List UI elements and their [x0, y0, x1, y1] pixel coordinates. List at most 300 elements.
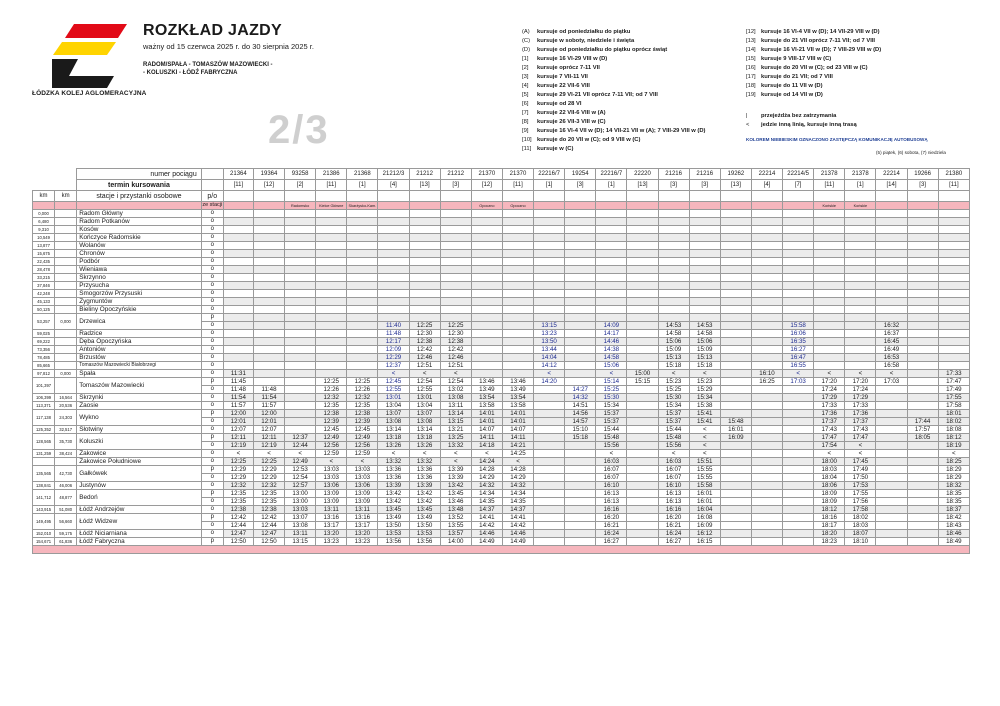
time-cell: 13:36	[409, 466, 440, 474]
time-cell	[627, 234, 658, 242]
time-cell: 13:42	[378, 490, 409, 498]
arr-dep-marker: o	[201, 370, 223, 378]
time-cell: <	[845, 370, 876, 378]
km2-value	[55, 306, 77, 314]
legend-key: [8]	[522, 119, 529, 125]
time-cell: 12:42	[253, 514, 284, 522]
time-cell: 13:07	[285, 514, 316, 522]
time-cell	[845, 306, 876, 314]
time-cell	[534, 386, 565, 394]
time-cell: <	[409, 370, 440, 378]
origin-station: Kielce Główne	[316, 202, 347, 210]
time-cell: 16:08	[689, 514, 720, 522]
days-code: [13]	[409, 180, 440, 191]
time-cell: <	[938, 450, 969, 458]
station-row	[33, 458, 970, 466]
time-cell	[876, 466, 907, 474]
time-cell	[938, 250, 969, 258]
legend-key: [4]	[522, 83, 529, 89]
time-cell: 12:25	[409, 322, 440, 330]
legend-text: kursuje 29 VI-21 VII oprócz 7-11 VII; od 7 VIII	[537, 92, 658, 98]
time-cell: 18:09	[814, 490, 845, 498]
time-cell	[565, 482, 596, 490]
train-number: 21378	[814, 169, 845, 180]
time-cell	[502, 306, 533, 314]
legend-key: [15]	[746, 56, 756, 62]
time-cell: 12:32	[347, 394, 378, 402]
time-cell: 13:03	[316, 474, 347, 482]
time-cell: 13:45	[440, 490, 471, 498]
time-cell: 12:11	[253, 434, 284, 442]
time-cell: 16:58	[876, 362, 907, 370]
origin-station	[720, 202, 751, 210]
time-cell: <	[689, 426, 720, 434]
km-value: 37,846	[33, 282, 55, 290]
time-cell: <	[440, 458, 471, 466]
km-value: 128,565	[33, 434, 55, 450]
time-cell	[783, 514, 814, 522]
km2-value	[55, 266, 77, 274]
time-cell: 14:32	[565, 394, 596, 402]
time-cell: 13:50	[409, 522, 440, 530]
km-value: 13,877	[33, 242, 55, 250]
station-name: Tomaszów Mazowiecki	[77, 378, 202, 394]
train-number: 22216/7	[596, 169, 627, 180]
time-cell	[783, 410, 814, 418]
time-cell: 14:11	[471, 434, 502, 442]
time-cell	[409, 314, 440, 322]
time-cell	[285, 370, 316, 378]
time-cell: 12:29	[253, 474, 284, 482]
time-cell	[751, 506, 782, 514]
time-cell: 13:48	[440, 506, 471, 514]
time-cell	[471, 226, 502, 234]
time-cell	[502, 282, 533, 290]
origin-station	[223, 202, 253, 210]
train-number: 21386	[316, 169, 347, 180]
time-cell	[720, 402, 751, 410]
time-cell	[347, 354, 378, 362]
time-cell	[471, 266, 502, 274]
km-value: 59,025	[33, 330, 55, 338]
legend-item	[522, 64, 705, 73]
time-cell	[658, 282, 689, 290]
time-cell	[534, 218, 565, 226]
time-cell	[627, 514, 658, 522]
time-cell: <	[378, 450, 409, 458]
time-cell	[627, 442, 658, 450]
time-cell	[565, 298, 596, 306]
time-cell: 13:11	[347, 506, 378, 514]
time-cell: 13:00	[285, 490, 316, 498]
time-cell: 11:48	[223, 386, 253, 394]
time-cell	[440, 218, 471, 226]
time-cell	[783, 442, 814, 450]
time-cell	[658, 274, 689, 282]
time-cell	[565, 346, 596, 354]
train-number-row	[33, 169, 970, 180]
time-cell	[751, 498, 782, 506]
time-cell	[876, 498, 907, 506]
days-code: [7]	[783, 180, 814, 191]
time-cell	[627, 490, 658, 498]
time-cell	[938, 218, 969, 226]
legend-key: [5]	[522, 92, 529, 98]
time-cell: 15:30	[658, 394, 689, 402]
time-cell: 14:01	[502, 418, 533, 426]
legend-item	[746, 46, 881, 55]
time-cell	[596, 282, 627, 290]
km2-value	[55, 250, 77, 258]
time-cell: 18:04	[814, 474, 845, 482]
station-name: Wykno	[77, 410, 202, 426]
time-cell: 12:17	[378, 338, 409, 346]
time-cell: 15:18	[658, 362, 689, 370]
days-code: [13]	[627, 180, 658, 191]
time-cell	[627, 530, 658, 538]
blank-cell	[223, 191, 253, 202]
time-cell: 15:37	[596, 410, 627, 418]
time-cell	[720, 258, 751, 266]
legend-text: kursuje od 14 VII w (D)	[761, 92, 823, 98]
time-cell: 12:45	[316, 426, 347, 434]
time-cell	[876, 250, 907, 258]
legend-text: kursuje do 11 VII w (D)	[761, 83, 823, 89]
time-cell: 12:35	[253, 490, 284, 498]
time-cell	[720, 338, 751, 346]
from-label: ze stacji	[202, 202, 223, 208]
time-cell	[565, 290, 596, 298]
time-cell: 14:51	[565, 402, 596, 410]
time-cell: 12:38	[253, 506, 284, 514]
time-cell: 14:41	[471, 514, 502, 522]
time-cell: 16:06	[783, 330, 814, 338]
time-cell	[565, 514, 596, 522]
legend-text: kursuje 7 VII-11 VII	[537, 74, 588, 80]
time-cell: 12:29	[253, 466, 284, 474]
km2-value: 42,730	[55, 466, 77, 482]
station-name: Radom Potkanów	[77, 218, 202, 226]
time-cell	[253, 218, 284, 226]
station-row	[33, 466, 970, 474]
time-cell	[285, 266, 316, 274]
time-cell	[253, 234, 284, 242]
time-cell: 17:50	[845, 474, 876, 482]
time-cell: 16:13	[658, 490, 689, 498]
km2-value: 16,564	[55, 394, 77, 402]
time-cell	[223, 314, 253, 322]
arr-dep-marker: o	[201, 258, 223, 266]
time-cell: 17:29	[814, 394, 845, 402]
time-cell: 11:40	[378, 322, 409, 330]
time-cell	[285, 258, 316, 266]
km-value	[33, 458, 55, 466]
time-cell	[751, 482, 782, 490]
time-cell	[751, 258, 782, 266]
time-cell	[907, 506, 938, 514]
time-cell	[565, 322, 596, 330]
time-cell	[534, 282, 565, 290]
legend-text: przejeżdża bez zatrzymania	[761, 113, 837, 119]
blank-cell	[409, 191, 440, 202]
days-code: [1]	[596, 180, 627, 191]
time-cell: 13:11	[285, 530, 316, 538]
time-cell: 13:14	[378, 426, 409, 434]
time-cell	[845, 354, 876, 362]
km2-value: 24,303	[55, 410, 77, 426]
time-cell: 15:06	[689, 338, 720, 346]
time-cell	[627, 266, 658, 274]
time-cell	[223, 226, 253, 234]
time-cell: 13:50	[534, 338, 565, 346]
time-cell: 14:11	[502, 434, 533, 442]
time-cell	[876, 210, 907, 218]
time-cell	[814, 266, 845, 274]
time-cell: 15:58	[689, 482, 720, 490]
time-cell: 13:06	[347, 482, 378, 490]
time-cell	[471, 322, 502, 330]
time-cell	[627, 298, 658, 306]
time-cell	[814, 226, 845, 234]
station-name: Podbór	[77, 258, 202, 266]
time-cell	[751, 466, 782, 474]
time-cell	[783, 250, 814, 258]
km-value: 152,010	[33, 530, 55, 538]
time-cell	[440, 266, 471, 274]
days-code: [4]	[751, 180, 782, 191]
time-cell	[285, 402, 316, 410]
blank-cell	[845, 191, 876, 202]
time-cell: 17:29	[845, 394, 876, 402]
time-cell	[316, 266, 347, 274]
time-cell: 18:16	[814, 514, 845, 522]
time-cell: 12:25	[253, 458, 284, 466]
time-cell: 17:47	[845, 434, 876, 442]
time-cell	[783, 242, 814, 250]
time-cell: 17:49	[938, 386, 969, 394]
time-cell	[689, 306, 720, 314]
days-code: [2]	[285, 180, 316, 191]
time-cell	[534, 266, 565, 274]
time-cell: 14:35	[471, 498, 502, 506]
time-cell	[223, 250, 253, 258]
time-cell	[223, 266, 253, 274]
time-cell	[285, 410, 316, 418]
time-cell	[814, 306, 845, 314]
time-cell: <	[409, 450, 440, 458]
time-cell: 12:00	[223, 410, 253, 418]
time-cell	[783, 450, 814, 458]
time-cell: 16:45	[876, 338, 907, 346]
train-number: 21380	[938, 169, 969, 180]
time-cell: <	[845, 442, 876, 450]
train-number: 22214	[876, 169, 907, 180]
time-cell	[938, 234, 969, 242]
time-cell	[814, 346, 845, 354]
time-cell: 15:06	[658, 338, 689, 346]
blank-cell	[440, 191, 471, 202]
time-cell	[720, 298, 751, 306]
time-cell	[378, 290, 409, 298]
arr-dep-marker: o	[201, 218, 223, 226]
time-cell	[907, 482, 938, 490]
arr-dep-marker: o	[201, 418, 223, 426]
time-cell: 13:56	[378, 538, 409, 546]
time-cell	[534, 418, 565, 426]
km2-value: 48,877	[55, 490, 77, 506]
time-cell	[471, 354, 502, 362]
time-cell: 11:54	[253, 394, 284, 402]
legend-key: [14]	[746, 47, 756, 53]
legend-text: kursuje 22 VII-6 VIII w (A)	[537, 110, 606, 116]
time-cell	[347, 242, 378, 250]
days-code: [1]	[534, 180, 565, 191]
km-value: 15,675	[33, 250, 55, 258]
time-cell: 13:46	[471, 378, 502, 386]
time-cell: 11:57	[223, 402, 253, 410]
blank-cell	[378, 191, 409, 202]
arr-dep-marker: o	[201, 362, 223, 370]
time-cell	[720, 482, 751, 490]
km-value: 10,549	[33, 234, 55, 242]
time-cell: 17:58	[845, 506, 876, 514]
time-cell	[751, 362, 782, 370]
time-cell	[658, 314, 689, 322]
time-cell	[783, 402, 814, 410]
time-cell	[938, 362, 969, 370]
km-value: 50,125	[33, 306, 55, 314]
time-cell: 17:43	[814, 426, 845, 434]
blank-cell	[938, 191, 969, 202]
station-name: Radzice	[77, 330, 202, 338]
time-cell: 13:53	[378, 530, 409, 538]
time-cell: 13:09	[316, 498, 347, 506]
time-cell: 13:49	[502, 386, 533, 394]
time-cell	[907, 514, 938, 522]
time-cell	[565, 266, 596, 274]
time-cell: 13:08	[440, 394, 471, 402]
time-cell: 13:50	[378, 522, 409, 530]
days-code: [12]	[471, 180, 502, 191]
time-cell	[534, 514, 565, 522]
legend-item	[746, 37, 881, 46]
time-cell: 14:12	[534, 362, 565, 370]
km-value: 73,356	[33, 346, 55, 354]
km2-value: 0,000	[55, 370, 77, 378]
time-cell	[534, 450, 565, 458]
time-cell	[223, 346, 253, 354]
time-cell: 15:44	[658, 426, 689, 434]
station-name: Dęba Opoczyńska	[77, 338, 202, 346]
time-cell: 13:15	[440, 418, 471, 426]
time-cell: 14:29	[471, 474, 502, 482]
time-cell	[285, 386, 316, 394]
arr-dep-marker: o	[201, 322, 223, 330]
arr-dep-marker: o	[201, 394, 223, 402]
time-cell	[471, 218, 502, 226]
time-cell	[253, 290, 284, 298]
train-number: 93258	[285, 169, 316, 180]
station-name: Wolanów	[77, 242, 202, 250]
time-cell	[627, 402, 658, 410]
time-cell	[502, 218, 533, 226]
time-cell	[534, 250, 565, 258]
time-cell: 13:26	[409, 442, 440, 450]
legend-item	[522, 82, 705, 91]
time-cell	[814, 354, 845, 362]
time-cell	[471, 250, 502, 258]
time-cell	[907, 346, 938, 354]
legend-item	[746, 55, 881, 64]
time-cell: 14:01	[471, 410, 502, 418]
time-cell	[876, 410, 907, 418]
column-labels-row	[33, 191, 970, 202]
time-cell	[783, 226, 814, 234]
time-cell	[876, 226, 907, 234]
time-cell	[907, 362, 938, 370]
days-code: [3]	[658, 180, 689, 191]
stations-label: stacje i przystanki osobowe	[77, 191, 202, 202]
time-cell: 14:09	[596, 322, 627, 330]
time-cell: 13:32	[440, 442, 471, 450]
time-cell: 13:03	[347, 466, 378, 474]
km-value: 125,352	[33, 426, 55, 434]
time-cell: 13:14	[440, 410, 471, 418]
station-row	[33, 346, 970, 354]
time-cell: 14:20	[534, 378, 565, 386]
time-cell	[720, 450, 751, 458]
time-cell	[751, 242, 782, 250]
legend-item	[522, 73, 705, 82]
blank-cell	[285, 191, 316, 202]
arr-dep-marker: o	[201, 210, 223, 218]
time-cell: 12:50	[253, 538, 284, 546]
time-cell: 13:32	[378, 458, 409, 466]
time-cell: 12:59	[347, 450, 378, 458]
time-cell	[845, 330, 876, 338]
time-cell: <	[440, 370, 471, 378]
station-name: Żakowice	[77, 450, 202, 458]
origin-station: Skarżysko-Kam.	[348, 203, 377, 208]
time-cell	[938, 258, 969, 266]
time-cell	[689, 282, 720, 290]
km-value: 85,665	[33, 362, 55, 370]
km-value: 154,671	[33, 538, 55, 546]
time-cell	[347, 338, 378, 346]
time-cell: 16:25	[751, 378, 782, 386]
time-cell	[316, 282, 347, 290]
page-title: ROZKŁAD JAZDY	[143, 22, 283, 39]
time-cell	[720, 282, 751, 290]
time-cell	[596, 274, 627, 282]
time-cell: 14:37	[502, 506, 533, 514]
time-cell	[285, 362, 316, 370]
time-cell: 12:42	[440, 346, 471, 354]
time-cell	[534, 482, 565, 490]
time-cell: 17:37	[845, 418, 876, 426]
time-cell	[596, 314, 627, 322]
time-cell	[907, 338, 938, 346]
time-cell	[720, 458, 751, 466]
km-value: 22,435	[33, 258, 55, 266]
time-cell	[565, 466, 596, 474]
time-cell	[751, 234, 782, 242]
station-row	[33, 482, 970, 490]
time-cell	[720, 274, 751, 282]
time-cell	[378, 274, 409, 282]
time-cell: 12:55	[409, 386, 440, 394]
time-cell	[814, 322, 845, 330]
